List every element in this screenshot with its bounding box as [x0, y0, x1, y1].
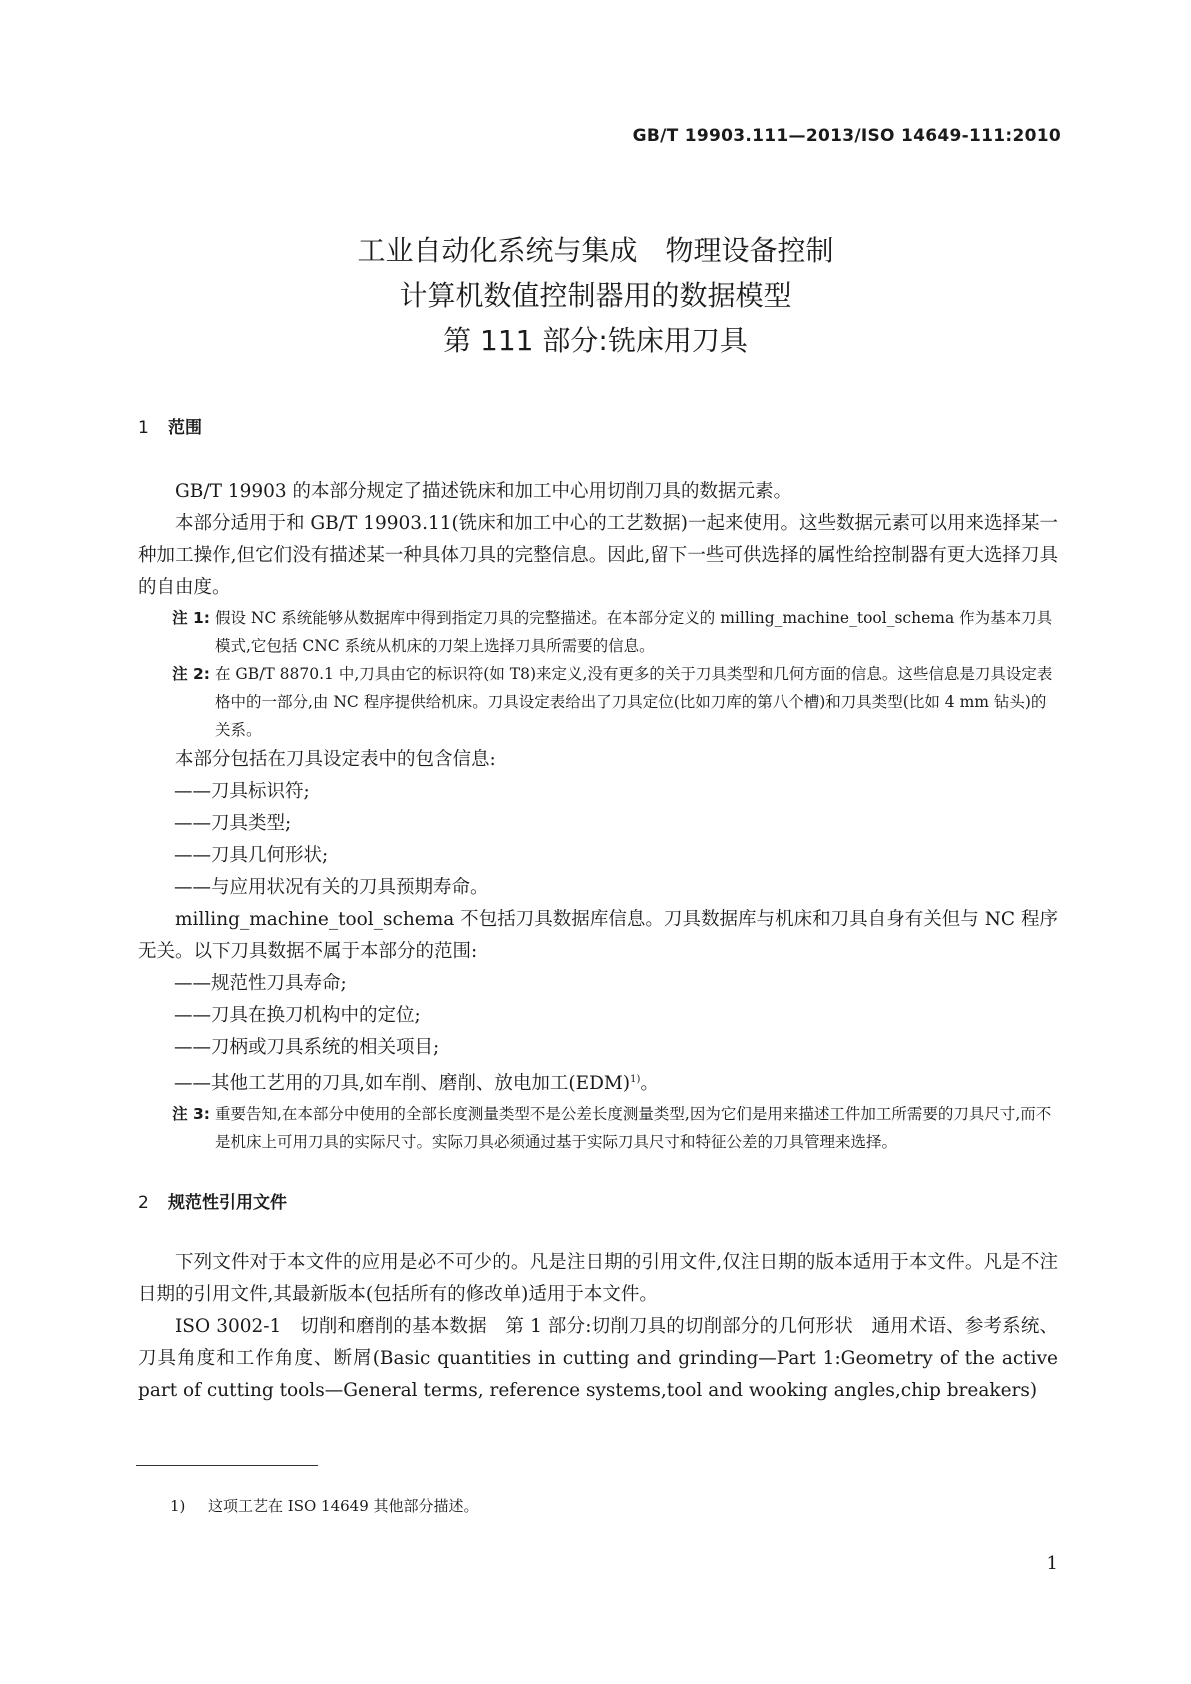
list-item: ——刀具标识符;: [174, 781, 310, 802]
list-item: ——与应用状况有关的刀具预期寿命。: [174, 877, 489, 898]
note-text: 假设 NC 系统能够从数据库中得到指定刀具的完整描述。在本部分定义的 milling_machine_tool_schema 作为基本刀具模式,它包括 CNC 系统从机床的刀架上选择刀具所需要的信息。: [215, 609, 1053, 655]
list-item: ——刀具类型;: [174, 813, 292, 834]
list-item: ——规范性刀具寿命;: [174, 973, 347, 994]
note-text: 重要告知,在本部分中使用的全部长度测量类型不是公差长度测量类型,因为它们是用来描述工件加工所需要的刀具尺寸,而不是机床上可用刀具的实际尺寸。实际刀具必须通过基于实际刀具尺寸和特征公差的刀具管理来选择。: [215, 1105, 1052, 1152]
list-item: ——其他工艺用的刀具,如车削、磨削、放电加工(EDM)$^{1)}$。: [174, 1073, 659, 1095]
document-title: [0, 228, 1191, 363]
section-1-heading: 1 范围: [138, 418, 202, 438]
footnote-number: 1): [170, 1497, 186, 1515]
note-text: 在 GB/T 8870.1 中,刀具由它的标识符(如 T8)来定义,没有更多的关于刀具类型和几何方面的信息。这些信息是刀具设定表格中的一部分,由 NC 程序提供给机床。刀具设定表给出了刀具定位(比如刀库的第八个槽)和刀具类型(比如 4 mm 钻头)的关系。: [215, 665, 1053, 739]
section-1-paragraph: GB/T 19903 的本部分规定了描述铣床和加工中心用切削刀具的数据元素。: [175, 481, 793, 502]
section-2-heading: 2 规范性引用文件: [138, 1193, 287, 1214]
section-2-paragraph: 下列文件对于本文件的应用是必不可少的。凡是注日期的引用文件,仅注日期的版本适用于本文件。凡是不注日期的引用文件,其最新版本(包括所有的修改单)适用于本文件。: [138, 1252, 1058, 1306]
list-item: ——刀具几何形状;: [174, 845, 329, 866]
list-item: ——刀具在换刀机构中的定位;: [174, 1005, 421, 1026]
footnote: [170, 1495, 479, 1516]
document-body: [138, 413, 1058, 1407]
note-3: [138, 1100, 1058, 1156]
footnote-reference[interactable]: 1): [630, 1074, 641, 1085]
note-1: [138, 604, 1058, 660]
title-line-1: 工业自动化系统与集成 物理设备控制: [357, 234, 834, 267]
title-line-2: 计算机数值控制器用的数据模型: [399, 279, 792, 312]
footnote-text: 这项工艺在 ISO 14649 其他部分描述。: [208, 1497, 479, 1515]
page-number: 1: [1046, 1553, 1058, 1574]
section-1-paragraph: milling_machine_tool_schema 不包括刀具数据库信息。刀具数据库与机床和刀具自身有关但与 NC 程序无关。以下刀具数据不属于本部分的范围:: [138, 909, 1058, 962]
footnote-divider: [136, 1465, 318, 1466]
section-1-paragraph: 本部分适用于和 GB/T 19903.11(铣床和加工中心的工艺数据)一起来使用。这些数据元素可以用来选择某一种加工操作,但它们没有描述某一种具体刀具的完整信息。因此,留下一些可供选择的属性给控制器有更大选择刀具的自由度。: [138, 513, 1058, 598]
standard-code: GB/T 19903.111—2013/ISO 14649-111:2010: [632, 126, 1061, 146]
note-label: 注 2:: [172, 665, 210, 683]
section-2-paragraph: ISO 3002-1 切削和磨削的基本数据 第 1 部分:切削刀具的切削部分的几何形状 通用术语、参考系统、刀具角度和工作角度、断屑(Basic quantities in cutting and grinding—Part 1:Geometry of the active part of cutting tools—General terms, reference systems,tool and wooking angles,chip breakers): [138, 1316, 1058, 1402]
title-line-3: 第 111 部分:铣床用刀具: [443, 324, 748, 357]
note-2: [138, 660, 1058, 744]
note-label: 注 1:: [172, 609, 210, 627]
note-label: 注 3:: [172, 1105, 210, 1124]
section-1-paragraph: 本部分包括在刀具设定表中的包含信息:: [175, 749, 496, 770]
list-item: ——刀柄或刀具系统的相关项目;: [174, 1037, 440, 1058]
